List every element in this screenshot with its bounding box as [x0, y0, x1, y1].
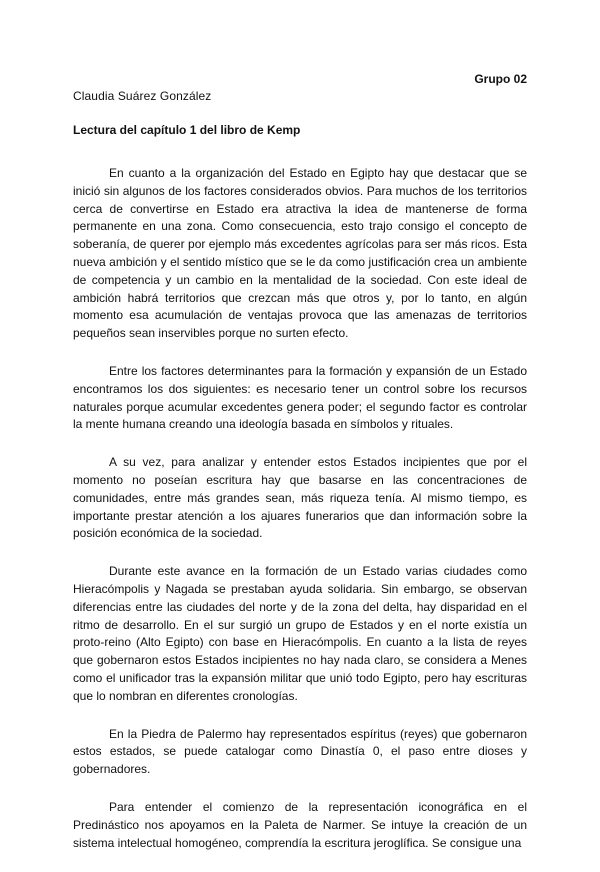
- paragraph-2: Entre los factores determinantes para la formación y expansión de un Estado encontramos los dos siguientes: es necesario tener un control sobre los recursos naturales porque acumular excedentes genera poder; el segundo factor es controlar la mente humana creando una ideología basada en símbolos y rituales.: [73, 363, 527, 432]
- group-label: Grupo 02: [474, 72, 527, 86]
- document-body: [73, 165, 527, 872]
- author-name: Claudia Suárez González: [73, 89, 212, 103]
- paragraph-6: Para entender el comienzo de la representación iconográfica en el Predinástico nos apoyamos en la Paleta de Narmer. Se intuye la creación de un sistema intelectual homogéneo, comprendía la escritura jeroglífica. Se consigue una: [73, 799, 527, 850]
- paragraph-4: Durante este avance en la formación de un Estado varias ciudades como Hieracómpolis y Nagada se prestaban ayuda solidaria. Sin embargo, se observan diferencias entre las ciudades del norte y de la zona del delta, hay disparidad en el ritmo de desarrollo. En el sur surgió un grupo de Estados y en el norte existía un proto-reino (Alto Egipto) con base en Hieracómpolis. En cuanto a la lista de reyes que gobernaron estos Estados incipientes no hay nada claro, se considera a Menes como el unificador tras la expansión militar que unió todo Egipto, pero hay escrituras que lo nombran en diferentes cronologías.: [73, 564, 527, 703]
- paragraph-5: En la Piedra de Palermo hay representados espíritus (reyes) que gobernaron estos estados, se puede catalogar como Dinastía 0, el paso entre dioses y gobernadores.: [73, 726, 527, 777]
- paragraph-3: A su vez, para analizar y entender estos Estados incipientes que por el momento no poseían escritura hay que basarse en las concentraciones de comunidades, entre más grandes sean, más riqueza tenía. Al mismo tiempo, es importante prestar atención a los ajuares funerarios que dan información sobre la posición económica de la sociedad.: [73, 455, 527, 541]
- document-title: Lectura del capítulo 1 del libro de Kemp: [73, 123, 301, 137]
- paragraph-1: En cuanto a la organización del Estado en Egipto hay que destacar que se inició sin algunos de los factores considerados obvios. Para muchos de los territorios cerca de convertirse en Estado era atractiva la idea de mantenerse de forma permanente en una zona. Como consecuencia, esto trajo consigo el concepto de soberanía, de querer por ejemplo más excedentes agrícolas para ser más ricos. Esta nueva ambición y el sentido místico que se le da como justificación crea un ambiente de competencia y un cambio en la mentalidad de la sociedad. Con este ideal de ambición habrá territorios que crezcan más que otros y, por lo tanto, en algún momento esa acumulación de ventajas provoca que las amenazas de territorios pequeños sean inservibles porque no surten efecto.: [73, 166, 527, 341]
